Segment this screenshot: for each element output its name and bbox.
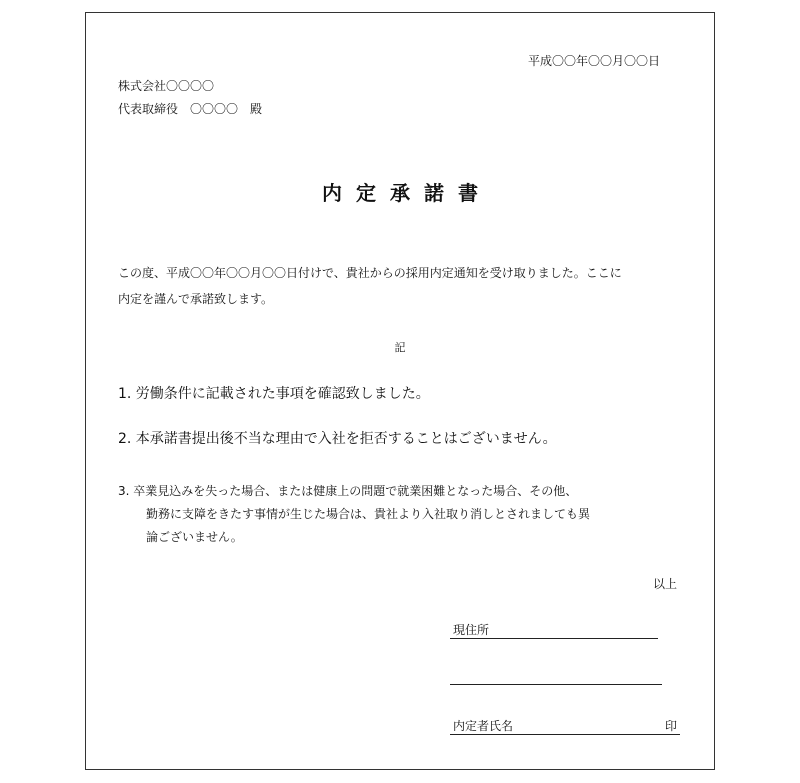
ki-heading: 記 — [394, 341, 406, 354]
address-label: 現住所 — [453, 623, 490, 637]
list-item-3-line-3: 論ございません。 — [146, 530, 243, 544]
name-signature-line — [450, 734, 680, 735]
candidate-name-label: 内定者氏名 — [453, 719, 514, 733]
list-item-3-line-1: 3. 卒業見込みを失った場合、または健康上の問題で就業困難となった場合、その他、 — [118, 484, 578, 498]
list-item-3-line-2: 勤務に支障をきたす事情が生じた場合は、貴社より入社取り消しとされましても異 — [146, 507, 591, 521]
list-item-1: 1. 労働条件に記載された事項を確認致しました。 — [118, 386, 430, 402]
address-line-2 — [450, 684, 662, 685]
list-item-2: 2. 本承諾書提出後不当な理由で入社を拒否することはございません。 — [118, 431, 557, 447]
recipient-company: 株式会社〇〇〇〇 — [118, 79, 215, 93]
recipient-representative: 代表取締役 〇〇〇〇 殿 — [118, 102, 263, 116]
body-text-line-2: 内定を謹んで承諾致します。 — [118, 292, 274, 306]
document-title: 内定承諾書 — [322, 181, 492, 205]
closing-text: 以上 — [653, 577, 678, 591]
address-line-1 — [450, 638, 658, 639]
seal-mark: 印 — [665, 719, 678, 733]
body-text-line-1: この度、平成〇〇年〇〇月〇〇日付けで、貴社からの採用内定通知を受け取りました。ここに — [118, 266, 622, 280]
document-date: 平成〇〇年〇〇月〇〇日 — [528, 54, 661, 68]
